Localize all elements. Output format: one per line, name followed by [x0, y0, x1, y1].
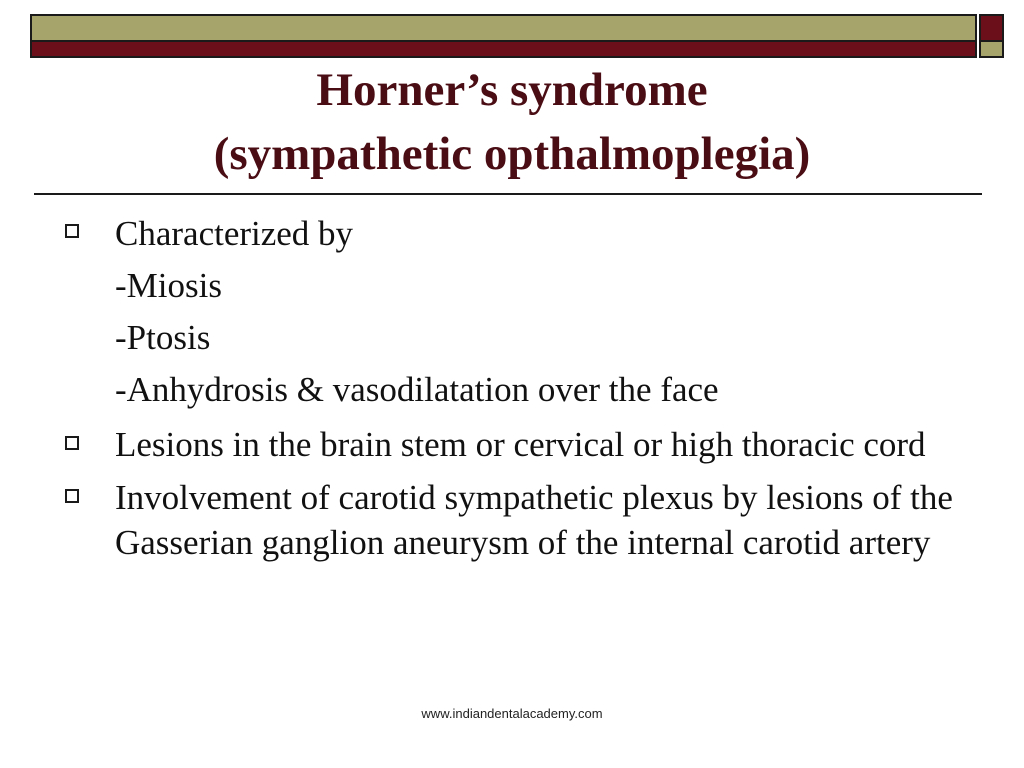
bullet-text: Characterized by	[115, 214, 354, 253]
square-bullet-icon	[65, 489, 79, 503]
bullet-item	[0, 475, 1024, 565]
slide-title	[0, 58, 1024, 186]
sub-item: -Anhydrosis & vasodilatation over the face	[115, 370, 719, 409]
bullet-list	[0, 208, 1024, 565]
bullet-text: Involvement of carotid sympathetic plexus by lesions of the Gasserian ganglion aneurysm of the internal carotid artery	[115, 478, 953, 562]
header-bar-olive	[30, 14, 977, 42]
bullet-item	[0, 422, 1024, 467]
bullet-item	[0, 208, 1024, 260]
header-square-maroon	[979, 14, 1004, 42]
square-bullet-icon	[65, 436, 79, 450]
square-bullet-icon	[65, 224, 79, 238]
title-line-1: Horner’s syndrome	[316, 64, 708, 116]
title-line-2: (sympathetic opthalmoplegia)	[213, 128, 811, 180]
sub-item: -Miosis	[115, 266, 222, 305]
title-divider	[34, 193, 982, 195]
footer-url: www.indiandentalacademy.com	[421, 706, 603, 721]
header-square-olive	[979, 42, 1004, 58]
bullet-text: Lesions in the brain stem or cervical or high thoracic cord	[115, 425, 926, 464]
sub-item: -Ptosis	[115, 318, 211, 357]
header-bar-maroon	[30, 42, 977, 58]
